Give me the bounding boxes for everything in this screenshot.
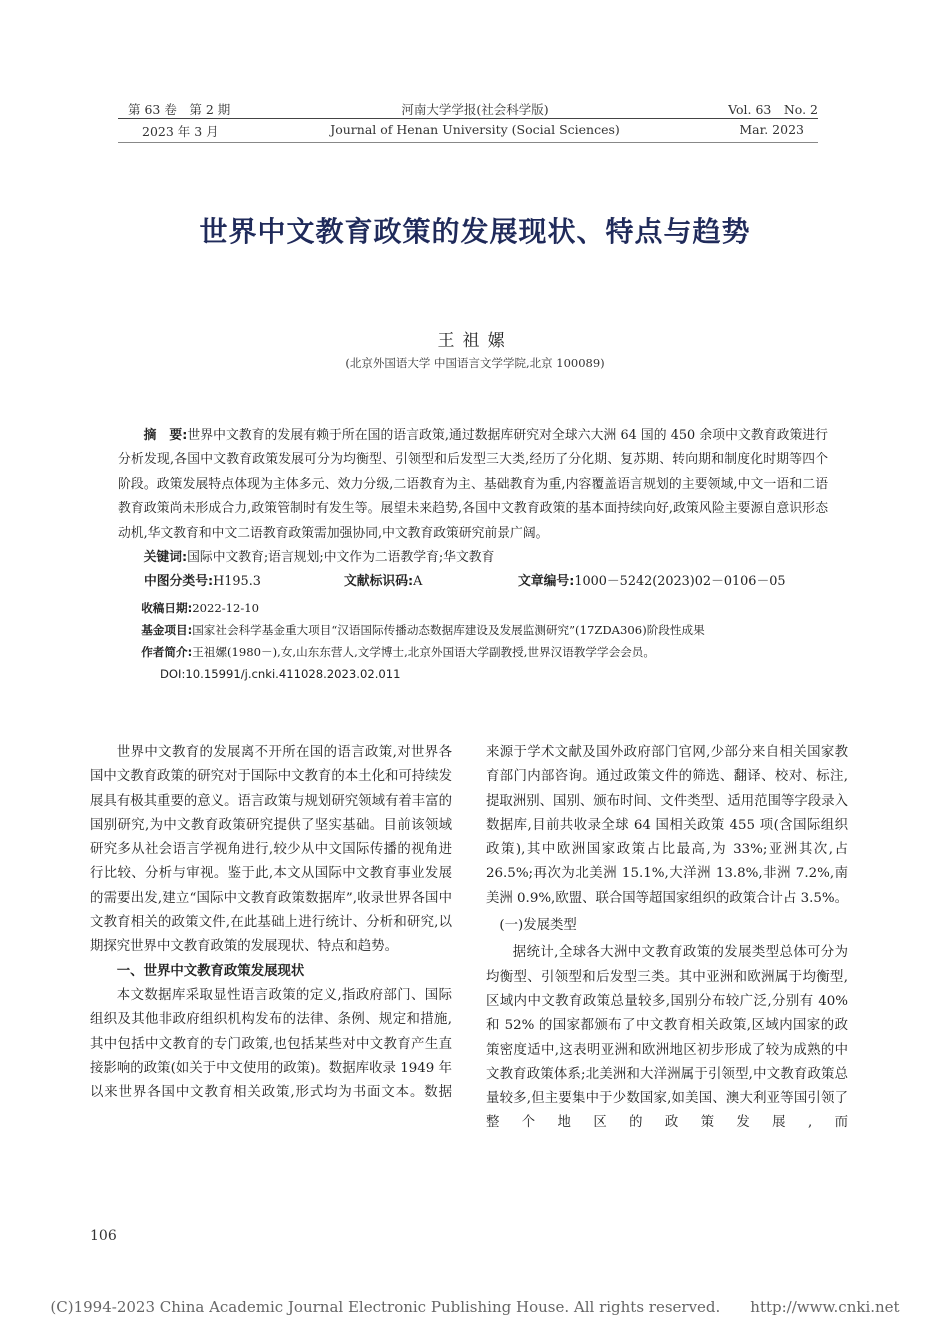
section-paragraph: 本文数据库采取显性语言政策的定义,指政府部门、国际组织及其他非政府组织机构发布的法律、条例、规定和措施,其中包括中文教育的专门政策,也包括某些对中文教育产生直接影响的政策(如关于中文使用的政策)。数据库收录 1949 年以来世界各国中文教育相关政策,形式均为书面文本。数据 <box>90 987 452 1101</box>
section-heading: 一、世界中文教育政策发展现状 <box>116 963 305 979</box>
funding: 基金项目:国家社会科学基金重大项目“汉语国际传播动态数据库建设及发展监测研究”(17ZDA306)阶段性成果 <box>141 622 705 637</box>
paper-title: 世界中文教育政策的发展现状、特点与趋势 <box>199 215 751 248</box>
header-month-year: Mar. 2023 <box>739 122 804 137</box>
data-source-paragraph: 来源于学术文献及国外政府部门官网,少部分来自相关国家教育部门内部咨询。通过政策文件的筛选、翻译、校对、标注,提取洲别、国别、颁布时间、文件类型、适用范围等字段录入数据库,目前共收录全球 64 国相关政策 455 项(含国际组织政策),其中欧洲国家政策占比最高,为 33%;亚洲其次,占 26.5%;再次为北美洲 15.1%,大洋洲 13.8%,非洲 7.2%,南美洲 0.9%,欧盟、联合国等超国家组织的政策合计占 3.5%。 <box>486 745 849 906</box>
author-bio: 作者简介:王祖嫘(1980－),女,山东东营人,文学博士,北京外国语大学副教授,世界汉语教学学会会员。 <box>141 644 655 659</box>
received-date: 收稿日期:2022-12-10 <box>141 600 260 615</box>
keywords-text: 国际中文教育;语言规划;中文作为二语教学育;华文教育 <box>187 550 495 566</box>
classification-row <box>118 570 828 594</box>
header-volume-issue: 第 63 卷 第 2 期 <box>128 102 231 117</box>
front-matter <box>118 424 828 685</box>
copyright-footer: (C)1994-2023 China Academic Journal Electronic Publishing House. All rights reserved. http://www.cnki.net <box>50 1298 900 1316</box>
document-code: 文献标识码:A <box>344 574 423 590</box>
header-journal-en: Journal of Henan University (Social Sciences) <box>330 122 620 137</box>
header-divider-bottom <box>118 142 818 143</box>
abstract-label: 摘 要: <box>143 428 188 443</box>
author-affiliation: (北京外国语大学 中国语言文学学院,北京 100089) <box>345 356 605 370</box>
subsection-heading: (一)发展类型 <box>499 918 577 934</box>
keywords-label: 关键词: <box>143 550 188 566</box>
article-number: 文章编号:1000－5242(2023)02－0106－05 <box>518 574 786 590</box>
header-date: 2023 年 3 月 <box>142 124 219 139</box>
development-type-paragraph: 据统计,全球各大洲中文教育政策的发展类型总体可分为均衡型、引领型和后发型三类。其中亚洲和欧洲属于均衡型,区域内中文教育政策总量较多,国别分布较广泛,分别有 40% 和 52% 的国家都颁布了中文教育相关政策,区域内国家的政策密度适中,这表明亚洲和欧洲地区初步形成了较为成熟的中文教育政策体系;北美洲和大洋洲属于引领型,中文教育政策总量较多,但主要集中于少数国家,如美国、澳大利亚等国引领了整个地区的政策发展,而 <box>486 945 848 1131</box>
author-name: 王祖嫘 <box>437 331 513 351</box>
header-divider-top <box>118 118 818 119</box>
header-journal-cn: 河南大学学报(社会科学版) <box>401 102 549 117</box>
header-vol-no: Vol. 63 No. 2 <box>728 102 818 117</box>
page-number: 106 <box>90 1228 117 1244</box>
intro-paragraph: 世界中文教育的发展离不开所在国的语言政策,对世界各国中文教育政策的研究对于国际中文教育的本土化和可持续发展具有极其重要的意义。语言政策与规划研究领域有着丰富的国别研究,为中文教育政策研究提供了坚实基础。目前该领域研究多从社会语言学视角进行,较少从中文国际传播的视角进行比较、分析与审视。鉴于此,本文从国际中文教育事业发展的需要出发,建立“国际中文教育政策数据库”,收录世界各国中文教育相关的政策文件,在此基础上进行统计、分析和研究,以期探究世界中文教育政策的发展现状、特点和趋势。 <box>90 745 452 955</box>
right-column <box>486 741 848 1136</box>
clc-number: 中图分类号:H195.3 <box>144 574 261 590</box>
abstract <box>118 424 828 546</box>
left-column <box>90 741 452 1105</box>
abstract-text: 世界中文教育的发展有赖于所在国的语言政策,通过数据库研究对全球六大洲 64 国的 450 余项中文教育政策进行分析发现,各国中文教育政策发展可分为均衡型、引领型和后发型三大类,经历了分化期、复苏期、转向期和制度化时期等四个阶段。政策发展特点体现为主体多元、效力分级,二语教育为主、基础教育为重,内容覆盖语言规划的主要领域,中文一语和二语教育政策尚未形成合力,政策管制时有发生等。展望未来趋势,各国中文教育政策的基本面持续向好,政策风险主要源自意识形态动机,华文教育和中文二语教育政策需加强协同,中文教育政策研究前景广阔。 <box>118 428 828 541</box>
keywords <box>118 546 828 570</box>
doi: DOI:10.15991/j.cnki.411028.2023.02.011 <box>160 666 401 681</box>
